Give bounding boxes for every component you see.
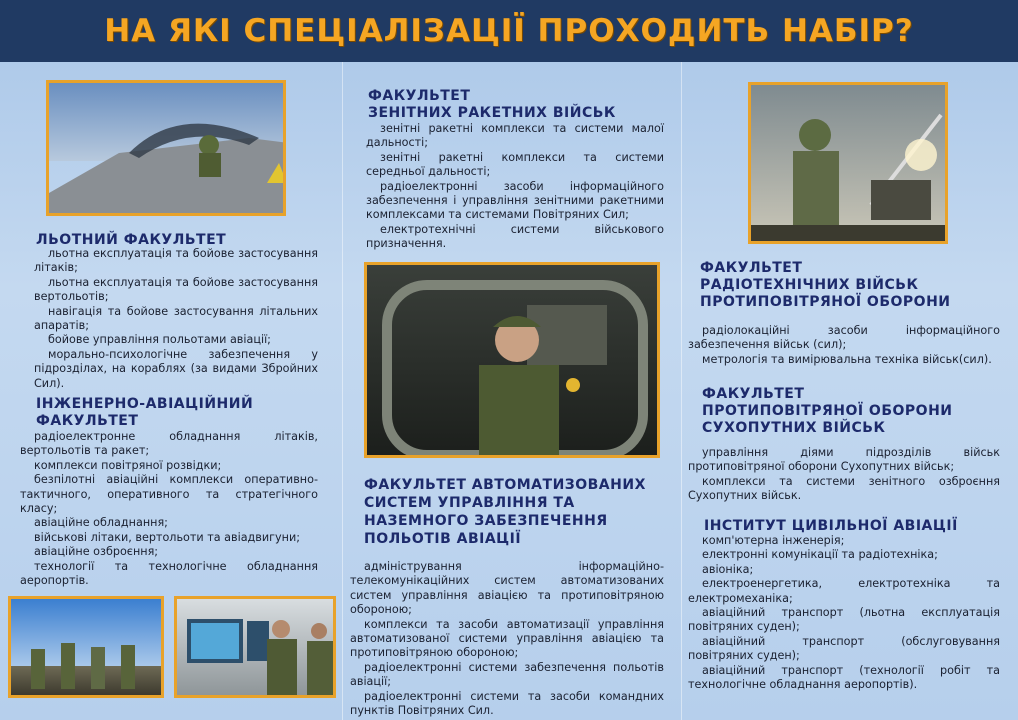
column-divider <box>342 62 343 720</box>
list-item: бойове управління польотами авіації; <box>48 333 271 347</box>
list-item: авіаційне озброєння; <box>34 545 159 559</box>
list-item: комплекси та засоби автоматизації управління автоматизованої системи управління авіацією та протиповітряною обороною; <box>350 617 664 660</box>
photo-soldier-cabin <box>364 262 660 458</box>
list-item: радіоелектронні засоби інформаційного забезпечення і управління зенітними ракетними комплексами та системами Повітряних Сил; <box>366 179 664 222</box>
list-item: авіаційний транспорт (технології робіт та технологічне обладнання аеропортів). <box>688 663 1000 692</box>
list-item: електротехнічні системи військового призначення. <box>366 222 664 251</box>
list-ground-ad-faculty <box>688 446 1000 504</box>
list-item: комплекси повітряної розвідки; <box>34 458 222 472</box>
list-item: авіаційне обладнання; <box>34 516 168 530</box>
heading-automation-faculty: ФАКУЛЬТЕТ АВТОМАТИЗОВАНИХ СИСТЕМ УПРАВЛІННЯ ТА НАЗЕМНОГО ЗАБЕЗПЕЧЕННЯ ПОЛЬОТІВ АВІАЦІЇ <box>364 477 646 547</box>
heading-ground-ad-faculty: ФАКУЛЬТЕТ ПРОТИПОВІТРЯНОЇ ОБОРОНИ СУХОПУТНИХ ВІЙСЬК <box>702 386 953 436</box>
photo-soldier-missile <box>748 82 948 244</box>
heading-missile-faculty: ФАКУЛЬТЕТ ЗЕНІТНИХ РАКЕТНИХ ВІЙСЬК <box>368 88 616 121</box>
list-item: технології та технологічне обладнання аеропортів. <box>20 559 318 588</box>
list-item: електронні комунікації та радіотехніка; <box>702 548 938 562</box>
list-item: метрологія та вимірювальна техніка військ(сил). <box>702 352 992 366</box>
header-banner <box>0 0 1018 62</box>
list-item: зенітні ракетні комплекси та системи малої дальності; <box>366 122 664 150</box>
heading-radio-faculty: ФАКУЛЬТЕТ РАДІОТЕХНІЧНИХ ВІЙСЬК ПРОТИПОВІТРЯНОЇ ОБОРОНИ <box>700 260 951 310</box>
list-radio-faculty <box>688 324 1000 367</box>
list-item: радіоелектронне обладнання літаків, вертольотів та ракет; <box>20 430 318 458</box>
list-item: радіолокаційні засоби інформаційного забезпечення військ (сил); <box>688 324 1000 352</box>
list-item: комплекси та системи зенітного озброєння Сухопутних військ. <box>688 474 1000 503</box>
list-item: авіаційний транспорт (льотна експлуатація повітряних суден); <box>688 606 1000 634</box>
heading-civil-aviation: ІНСТИТУТ ЦИВІЛЬНОЇ АВІАЦІЇ <box>704 518 958 534</box>
list-item: електроенергетика, електротехніка та електромеханіка; <box>688 577 1000 605</box>
photo-pilots-group <box>8 596 164 698</box>
list-automation-faculty <box>350 560 664 718</box>
list-item: льотна експлуатація та бойове застосування літаків; <box>34 247 318 275</box>
list-item: навігація та бойове застосування літальних апаратів; <box>34 304 318 333</box>
list-item: управління діями підрозділів військ протиповітряної оборони Сухопутних військ; <box>688 446 1000 474</box>
list-item: безпілотні авіаційні комплекси оперативно-тактичного, оперативного та стратегічного класу; <box>20 473 318 516</box>
column-divider <box>681 62 682 720</box>
list-item: авіаційний транспорт (обслуговування повітряних суден); <box>688 634 1000 663</box>
list-item: комп'ютерна інженерія; <box>702 534 845 547</box>
list-item: радіоелектронні системи та засоби командних пунктів Повітряних Сил. <box>350 689 664 718</box>
list-engineering-faculty <box>20 430 318 588</box>
page-title: НА ЯКІ СПЕЦІАЛІЗАЦІЇ ПРОХОДИТЬ НАБІР? <box>104 13 914 49</box>
list-item: авіоніка; <box>702 562 754 576</box>
list-item: радіоелектронні системи забезпечення польотів авіації; <box>350 660 664 689</box>
photo-control-room <box>174 596 336 698</box>
list-flight-faculty <box>34 247 318 391</box>
list-item: військові літаки, вертольоти та авіадвигуни; <box>34 530 301 544</box>
list-civil-aviation <box>688 534 1000 692</box>
list-item: зенітні ракетні комплекси та системи середньої дальності; <box>366 150 664 179</box>
list-item: льотна експлуатація та бойове застосування вертольотів; <box>34 275 318 304</box>
list-missile-faculty <box>366 122 664 252</box>
list-item: адміністрування інформаційно-телекомунікаційних систем автоматизованих систем управління авіацією та протиповітряною обороною; <box>350 560 664 617</box>
list-item: морально-психологічне забезпечення у підрозділах, на кораблях (за видами Збройних Сил). <box>34 347 318 390</box>
heading-engineering-faculty: ІНЖЕНЕРНО-АВІАЦІЙНИЙ ФАКУЛЬТЕТ <box>36 396 254 429</box>
photo-jet-cockpit <box>46 80 286 216</box>
heading-flight-faculty: ЛЬОТНИЙ ФАКУЛЬТЕТ <box>36 232 227 248</box>
